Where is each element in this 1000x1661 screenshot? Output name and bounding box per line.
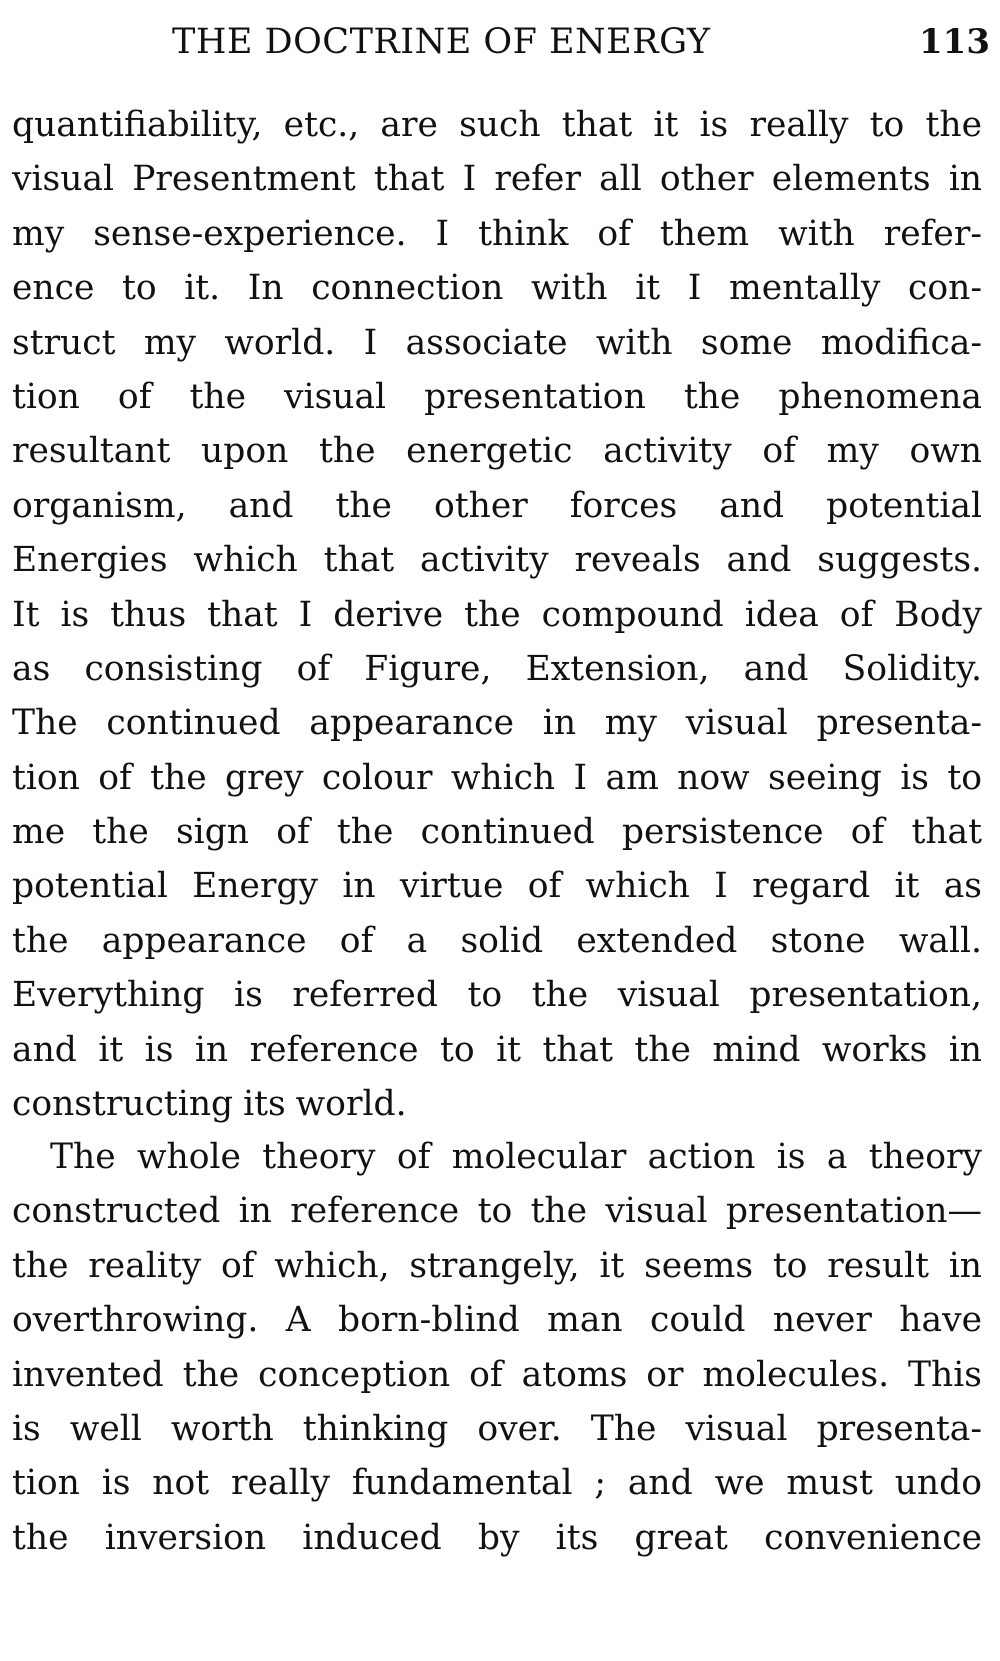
text-line: as consisting of Figure, Extension, and Solidity.	[12, 648, 982, 689]
paragraph-1	[12, 98, 982, 1131]
paragraph-2	[12, 1130, 982, 1565]
text-line: quantifiability, etc., are such that it is really to the	[12, 105, 982, 145]
text-line: Energies which that activity reveals and suggests.	[12, 540, 982, 581]
text-line: my sense-experience. I think of them with refer-	[12, 213, 982, 254]
text-line: It is thus that I derive the compound idea of Body	[12, 594, 982, 635]
text-line: potential Energy in virtue of which I regard it as	[12, 866, 982, 907]
text-line: the reality of which, strangely, it seems to result in	[12, 1245, 982, 1286]
text-line: the inversion induced by its great convenience	[12, 1517, 982, 1558]
text-line: tion of the visual presentation the phenomena	[12, 376, 982, 417]
text-line: me the sign of the continued persistence of that	[12, 812, 982, 853]
text-line: constructed in reference to the visual presentation—	[12, 1191, 982, 1232]
text-line: The continued appearance in my visual presenta-	[12, 703, 982, 744]
text-line: visual Presentment that I refer all other elements in	[12, 159, 982, 200]
text-line: The whole theory of molecular action is a theory	[50, 1137, 982, 1177]
text-line: resultant upon the energetic activity of my own	[12, 431, 982, 472]
text-line: tion is not really fundamental ; and we must undo	[12, 1463, 982, 1504]
text-line: ence to it. In connection with it I mentally con-	[12, 268, 982, 309]
text-line: and it is in reference to it that the mind works in	[12, 1029, 982, 1070]
text-line: constructing its world.	[12, 1084, 407, 1125]
text-line: tion of the grey colour which I am now seeing is to	[12, 757, 982, 798]
text-line: struct my world. I associate with some modifica-	[12, 322, 982, 363]
text-line: overthrowing. A born-blind man could never have	[12, 1300, 982, 1341]
text-line: invented the conception of atoms or molecules. This	[12, 1354, 982, 1395]
running-head	[0, 22, 990, 72]
text-line: is well worth thinking over. The visual presenta-	[12, 1408, 982, 1449]
text-line: organism, and the other forces and potential	[12, 485, 982, 526]
page-number: 113	[919, 22, 990, 62]
text-line: the appearance of a solid extended stone wall.	[12, 920, 982, 961]
running-head-title: THE DOCTRINE OF ENERGY	[172, 22, 711, 62]
text-line: Everything is referred to the visual presentation,	[12, 975, 982, 1016]
